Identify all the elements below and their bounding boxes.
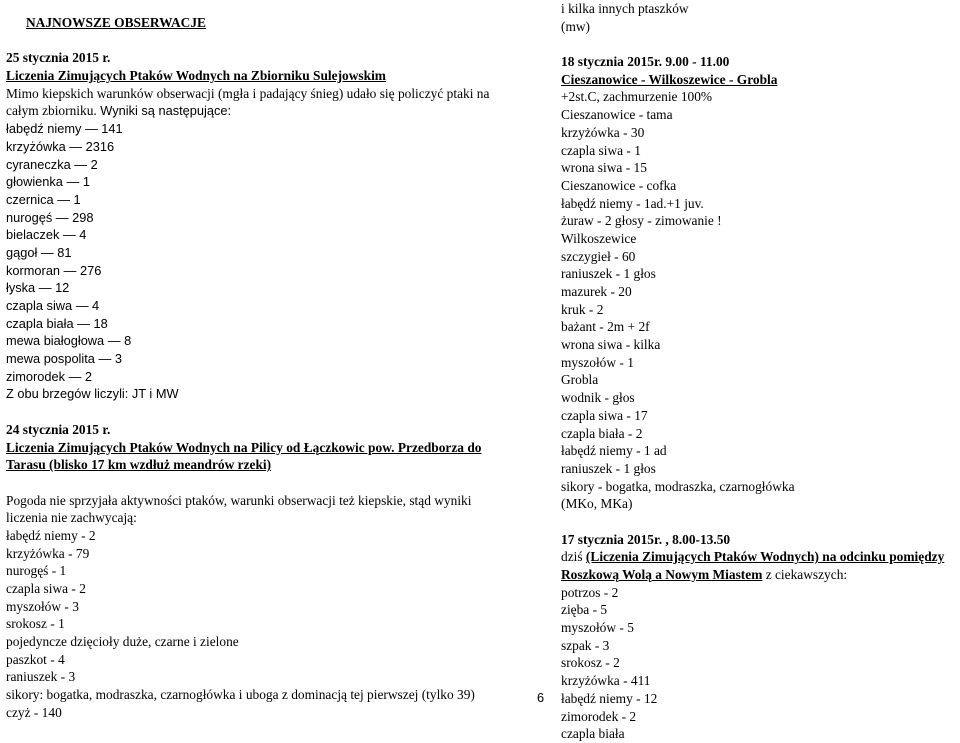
continuation-line: (mw) <box>561 18 591 34</box>
count-item: gągoł — 81 <box>6 244 72 260</box>
count-item: srokosz - 1 <box>6 616 65 632</box>
count-item: krzyżówka - 411 <box>561 673 651 689</box>
count-list <box>561 584 960 743</box>
count-item: bielaczek — 4 <box>6 227 87 243</box>
entry-intro-text: Wyniki są następujące: <box>96 103 232 119</box>
count-item: szpak - 3 <box>561 637 610 653</box>
entry-date: 25 stycznia 2015 r. <box>6 50 111 66</box>
entry-intro-line <box>561 548 960 566</box>
observation-list <box>561 88 960 513</box>
count-item: paszkot - 4 <box>6 651 65 667</box>
continuation-line: i kilka innych ptaszków <box>561 1 689 16</box>
count-item: czapla biała — 18 <box>6 315 108 331</box>
observation-item: szczygieł - 60 <box>561 248 636 264</box>
count-list <box>6 120 493 385</box>
counted-by: Z obu brzegów liczyli: JT i MW <box>6 386 179 402</box>
count-item: czernica — 1 <box>6 191 81 207</box>
entry-intro-line: Mimo kiepskich warunków obserwacji (mgła i padający śnieg) udało się policzyć ptaki na <box>6 85 490 101</box>
entry-intro-line <box>561 566 960 584</box>
count-item: mewa pospolita — 3 <box>6 351 122 367</box>
count-item: kormoran — 276 <box>6 262 102 278</box>
observation-item: Cieszanowice - cofka <box>561 177 677 193</box>
observation-item: Grobla <box>561 372 599 388</box>
count-item: pojedyncze dzięcioły duże, czarne i zielone <box>6 634 239 650</box>
count-item: czyż - 140 <box>6 704 62 720</box>
observation-item: +2st.C, zachmurzenie 100% <box>561 89 713 105</box>
entry-date: 18 stycznia 2015r. 9.00 - 11.00 <box>561 54 730 70</box>
count-item: zimorodek — 2 <box>6 368 93 384</box>
observation-item: myszołów - 1 <box>561 354 634 370</box>
observation-item: łabędź niemy - 1 ad <box>561 443 667 459</box>
count-item: czapla biała <box>561 726 625 742</box>
right-column <box>561 0 960 743</box>
count-item: myszołów - 3 <box>6 598 79 614</box>
observation-item: łabędź niemy - 1ad.+1 juv. <box>561 195 704 211</box>
observation-item: sikory - bogatka, modraszka, czarnogłówka <box>561 478 795 494</box>
count-item: zięba - 5 <box>561 602 608 618</box>
count-item: krzyżówka - 79 <box>6 545 90 561</box>
entry-title: Liczenia Zimujących Ptaków Wodnych na Zbiorniku Sulejowskim <box>6 68 386 84</box>
count-item: cyraneczka — 2 <box>6 156 98 172</box>
entry-intro-line <box>6 102 493 120</box>
count-item: raniuszek - 3 <box>6 669 76 685</box>
entry-title: Cieszanowice - Wilkoszewice - Grobla <box>561 71 778 87</box>
entry-intro-text: całym zbiorniku. <box>6 103 97 119</box>
observation-item: raniuszek - 1 głos <box>561 266 656 282</box>
count-item: nurogęś — 298 <box>6 209 94 225</box>
observation-item: czapla siwa - 17 <box>561 407 648 423</box>
left-column <box>6 0 493 722</box>
count-item: głowienka — 1 <box>6 174 90 190</box>
count-item: potrzos - 2 <box>561 584 619 600</box>
page-number: 6 <box>537 690 545 705</box>
count-item: łabędź niemy - 12 <box>561 690 658 706</box>
observation-item: wrona siwa - 15 <box>561 160 647 176</box>
count-item: mewa białogłowa — 8 <box>6 333 132 349</box>
entry-date: 17 stycznia 2015r. , 8.00-13.50 <box>561 531 731 547</box>
observation-item: raniuszek - 1 głos <box>561 460 656 476</box>
count-item: czapla siwa — 4 <box>6 298 100 313</box>
entry-weather-line: Pogoda nie sprzyjała aktywności ptaków, warunki obserwacji też kiepskie, stąd wyniki <box>6 492 472 508</box>
entry-title: Tarasu (blisko 17 km wzdłuż meandrów rzeki) <box>6 457 272 473</box>
observation-item: żuraw - 2 głosy - zimowanie ! <box>561 213 722 229</box>
observation-item: kruk - 2 <box>561 301 604 317</box>
count-item: zimorodek - 2 <box>561 708 637 724</box>
observation-item: mazurek - 20 <box>561 284 632 299</box>
count-item: łyska — 12 <box>6 280 70 296</box>
count-item: łabędź niemy — 141 <box>6 121 123 137</box>
count-item: nurogęś - 1 <box>6 563 67 579</box>
entry-weather-line: liczenia nie zachwycają: <box>6 510 137 526</box>
count-item: srokosz - 2 <box>561 655 620 671</box>
observation-item: wrona siwa - kilka <box>561 337 661 353</box>
entry-place: Roszkową Wolą a Nowym Miastem <box>561 567 763 582</box>
observation-item: czapla siwa - 1 <box>561 142 641 158</box>
observation-item: bażant - 2m + 2f <box>561 319 650 335</box>
entry-title: (Liczenia Zimujących Ptaków Wodnych) na odcinku pomiędzy <box>585 549 945 565</box>
observation-item: Cieszanowice - tama <box>561 107 673 123</box>
observation-item: wodnik - głos <box>561 390 635 406</box>
observation-item: (MKo, MKa) <box>561 496 633 512</box>
count-item: krzyżówka — 2316 <box>6 138 115 154</box>
entry-intro-text: dziś <box>561 549 586 565</box>
observation-item: Wilkoszewice <box>561 230 637 246</box>
observation-item: czapla biała - 2 <box>561 425 643 441</box>
count-item: czapla siwa - 2 <box>6 581 86 596</box>
page-title: NAJNOWSZE OBSERWACJE <box>26 15 206 30</box>
entry-title: Liczenia Zimujących Ptaków Wodnych na Pilicy od Łączkowic pow. Przedborza do <box>6 439 482 455</box>
count-item: sikory: bogatka, modraszka, czarnogłówka i uboga z dominacją tej pierwszej (tylko 39) <box>6 687 475 703</box>
count-item: łabędź niemy - 2 <box>6 527 96 543</box>
entry-intro-text: z ciekawszych: <box>762 567 848 582</box>
observation-item: krzyżówka - 30 <box>561 124 645 140</box>
count-item: myszołów - 5 <box>561 620 634 636</box>
entry-date: 24 stycznia 2015 r. <box>6 421 111 437</box>
count-list <box>6 527 493 722</box>
